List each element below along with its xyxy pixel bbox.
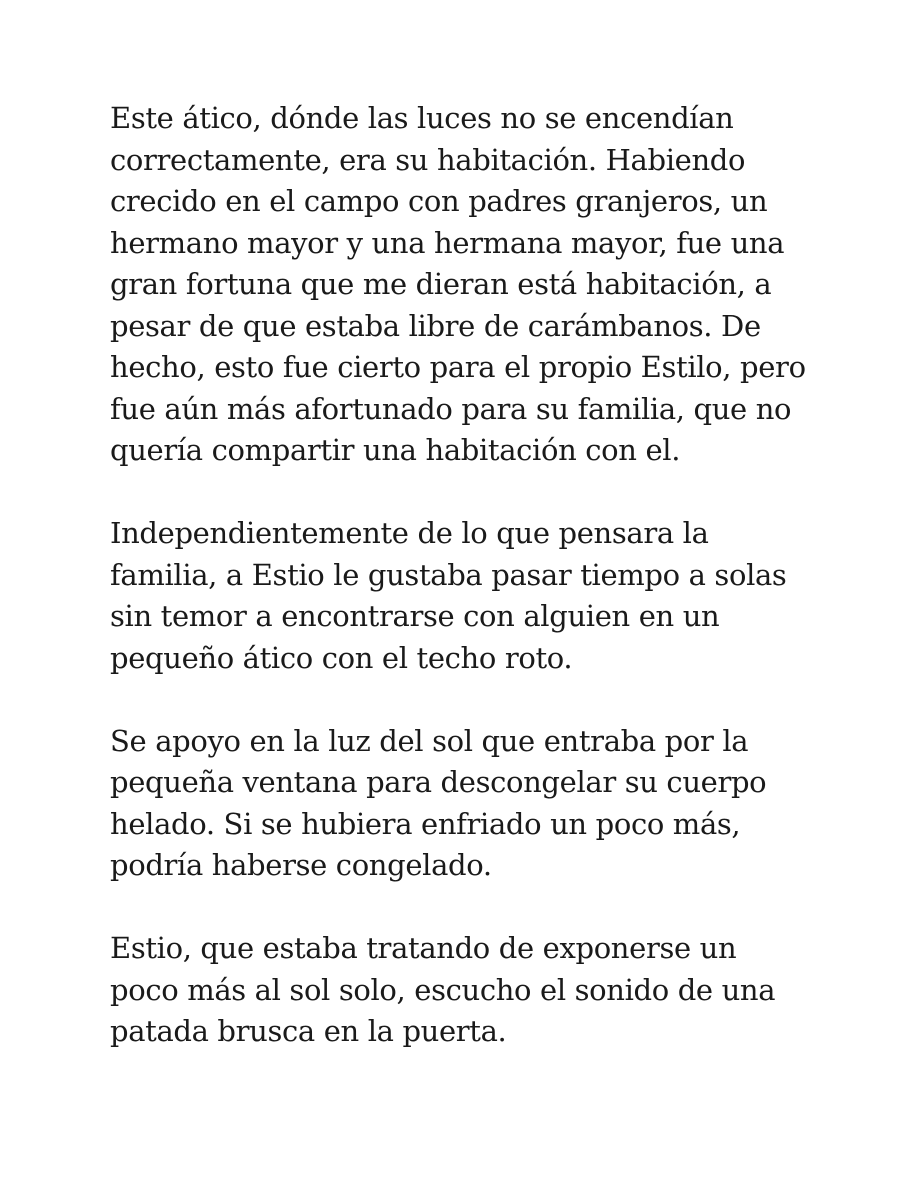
text-line: Independientemente de lo que pensara la (110, 516, 709, 550)
text-line: sin temor a encontrarse con alguien en un (110, 599, 720, 633)
paragraph-3 (110, 721, 810, 887)
text-line: hermano mayor y una hermana mayor, fue una (110, 225, 785, 260)
text-line: hecho, esto fue cierto para el propio Estilo, pero (110, 350, 806, 384)
text-line: pequeña ventana para descongelar su cuerpo (110, 765, 767, 799)
text-line: familia, a Estio le gustaba pasar tiempo a solas (110, 557, 787, 592)
text-line: pesar de que estaba libre de carámbanos. De (110, 308, 761, 343)
text-line: podría haberse congelado. (110, 848, 492, 882)
paragraph-2 (110, 513, 810, 679)
text-line: Estio, que estaba tratando de exponerse un (110, 931, 737, 965)
story-text (110, 98, 810, 1053)
text-line: Este ático, dónde las luces no se encendían (110, 101, 734, 135)
paragraph-4 (110, 928, 810, 1053)
text-line: fue aún más afortunado para su familia, que no (110, 391, 792, 426)
text-line: quería compartir una habitación con el. (110, 433, 681, 467)
text-line: poco más al sol solo, escucho el sonido de una (110, 972, 776, 1007)
text-line: correctamente, era su habitación. Habiendo (110, 142, 746, 177)
paragraph-1 (110, 98, 810, 472)
text-line: Se apoyo en la luz del sol que entraba por la (110, 723, 749, 758)
text-line: pequeño ático con el techo roto. (110, 640, 573, 675)
text-line: patada brusca en la puerta. (110, 1014, 507, 1048)
text-line: helado. Si se hubiera enfriado un poco más, (110, 806, 741, 841)
text-line: gran fortuna que me dieran está habitación, a (110, 267, 772, 301)
text-line: crecido en el campo con padres granjeros, un (110, 184, 768, 218)
